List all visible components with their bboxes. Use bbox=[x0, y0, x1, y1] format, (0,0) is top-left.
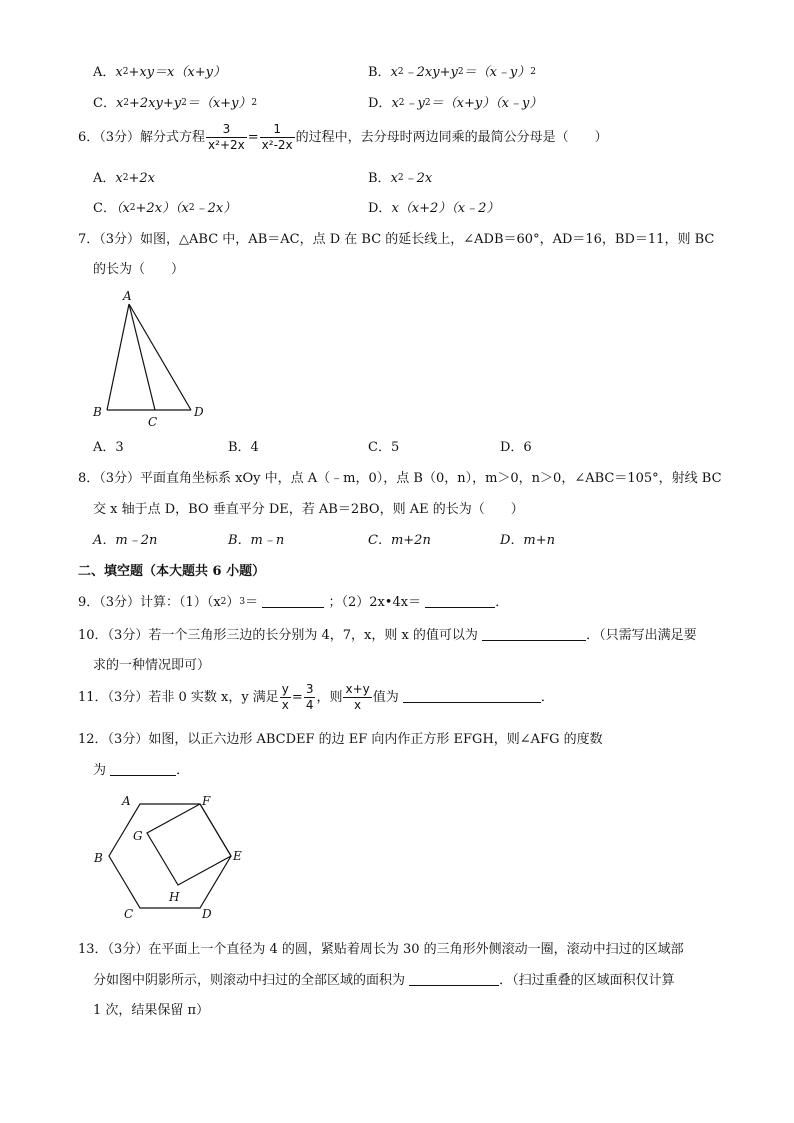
q11-fraction-sum-over-x: $\frac{x+y}{x}$ bbox=[345, 682, 370, 712]
q7-option-b: B．4 bbox=[228, 440, 259, 455]
q10-stem-line2: 求的一种情况即可） bbox=[93, 658, 211, 673]
q8-stem-line2: 交 x 轴于点 D，BO 垂直平分 DE，若 AB＝2BO，则 AE 的长为（ ） bbox=[93, 502, 524, 517]
segment-ab bbox=[107, 304, 129, 410]
q7-triangle-figure bbox=[88, 286, 218, 432]
q12-hexagon-figure bbox=[88, 790, 254, 924]
label-a: A bbox=[123, 289, 132, 303]
segment-ad bbox=[129, 304, 191, 410]
q6-fraction-right: $\frac{1}{\text{x²-2x}}$ bbox=[261, 122, 293, 152]
q11-fraction-y-over-x: $\frac{y}{x}$ bbox=[281, 682, 289, 712]
label-c: C bbox=[124, 907, 134, 921]
q6-option-c: C．$(x^2+2x)(x^2﹣2x)$ bbox=[93, 201, 237, 216]
q13-stem-line2: 分如图中阴影所示，则滚动中扫过的全部区域的面积为 ．（扫过重叠的区域面积仅计算 bbox=[93, 973, 675, 988]
q8-option-a: A．m﹣2n bbox=[93, 533, 158, 548]
square-efgh bbox=[147, 804, 231, 885]
segment-ac bbox=[129, 304, 155, 410]
q8-option-d: D．m+n bbox=[500, 533, 556, 548]
label-d: D bbox=[202, 907, 212, 921]
q10-stem-line1: 10．（3分）若一个三角形三边的长分别为 4，7，x，则 x 的值可以为 ．（只需写出满足要 bbox=[78, 628, 697, 643]
label-c: C bbox=[148, 415, 158, 429]
q9-answer-blank-1[interactable] bbox=[262, 595, 324, 608]
label-f: F bbox=[202, 794, 211, 808]
label-b: B bbox=[93, 405, 102, 419]
q11-stem: 11．（3分）若非 0 实数 x，y 满足 $\frac{y}{x}$ = $\frac{3}{4}$ ，则 $\frac{x+y}{x}$ 值为 ． bbox=[78, 682, 554, 712]
q13-answer-blank[interactable] bbox=[409, 973, 499, 986]
label-a: A bbox=[122, 794, 131, 808]
label-d: D bbox=[194, 405, 204, 419]
label-b: B bbox=[94, 851, 103, 865]
q13-stem-line3: 1 次，结果保留 π） bbox=[93, 1003, 210, 1018]
q5-option-d: D．$x^2﹣y^2=(x+y)(x﹣y)$ bbox=[368, 96, 543, 111]
q9-answer-blank-2[interactable] bbox=[425, 595, 495, 608]
q11-fraction-3-over-4: $\frac{3}{4}$ bbox=[305, 682, 314, 712]
q12-stem-line2: 为 ． bbox=[93, 763, 190, 778]
q6-fraction-left: $\frac{3}{\text{x²+2x}}$ bbox=[208, 122, 245, 152]
q5-option-b: B．$x^2﹣2xy+y^2=(x﹣y)^2$ bbox=[368, 65, 536, 80]
q13-stem-line1: 13．（3分）在平面上一个直径为 4 的圆，紧贴着周长为 30 的三角形外侧滚动一圈，滚动中扫过的区域部 bbox=[78, 942, 684, 957]
q7-option-d: D．6 bbox=[500, 440, 532, 455]
q7-stem-line1: 7．（3分）如图，△ABC 中，AB＝AC，点 D 在 BC 的延长线上，∠ADB＝60°，AD＝16，BD＝11，则 BC bbox=[78, 232, 715, 247]
q7-stem-line2: 的长为（ ） bbox=[93, 262, 185, 277]
q11-answer-blank[interactable] bbox=[403, 690, 541, 703]
q5-option-a: A．$x^2+xy=x(x+y)$ bbox=[93, 65, 226, 80]
q12-answer-blank[interactable] bbox=[110, 763, 176, 776]
q7-option-c: C．5 bbox=[368, 440, 400, 455]
section-heading: 二、填空题（本大题共 6 小题） bbox=[78, 564, 266, 579]
q6-option-b: B．$x^2﹣2x$ bbox=[368, 171, 433, 186]
label-e: E bbox=[233, 849, 242, 863]
q6-option-d: D．x（x+2）（x﹣2） bbox=[368, 201, 500, 216]
q6-stem: 6．（3分）解分式方程 $\frac{3}{\text{x²+2x}}$ = $\frac{1}{\text{x²-2x}}$ 的过程中，去分母时两边同乘的最简公分母是（ ） bbox=[78, 122, 608, 152]
q8-stem-line1: 8．（3分）平面直角坐标系 xOy 中，点 A（﹣m，0），点 B（0，n），m＞0，n＞0，∠ABC＝105°，射线 BC bbox=[78, 471, 722, 486]
q8-option-c: C．m+2n bbox=[368, 533, 431, 548]
q8-option-b: B．m﹣n bbox=[228, 533, 285, 548]
q6-option-a: A．$x^2+2x$ bbox=[93, 171, 155, 186]
q12-stem-line1: 12．（3分）如图，以正六边形 ABCDEF 的边 EF 向内作正方形 EFGH，则∠AFG 的度数 bbox=[78, 732, 603, 747]
label-g: G bbox=[133, 829, 143, 843]
q5-option-c: C．$x^2+2xy+y^2=(x+y)^2$ bbox=[93, 96, 258, 111]
q7-option-a: A．3 bbox=[93, 440, 124, 455]
q9-stem: 9．（3分）计算：$(1)(x^2)^3=$ ；（2）2x•4x＝ ． bbox=[78, 595, 509, 610]
label-h: H bbox=[169, 890, 180, 904]
q10-answer-blank[interactable] bbox=[482, 628, 586, 641]
